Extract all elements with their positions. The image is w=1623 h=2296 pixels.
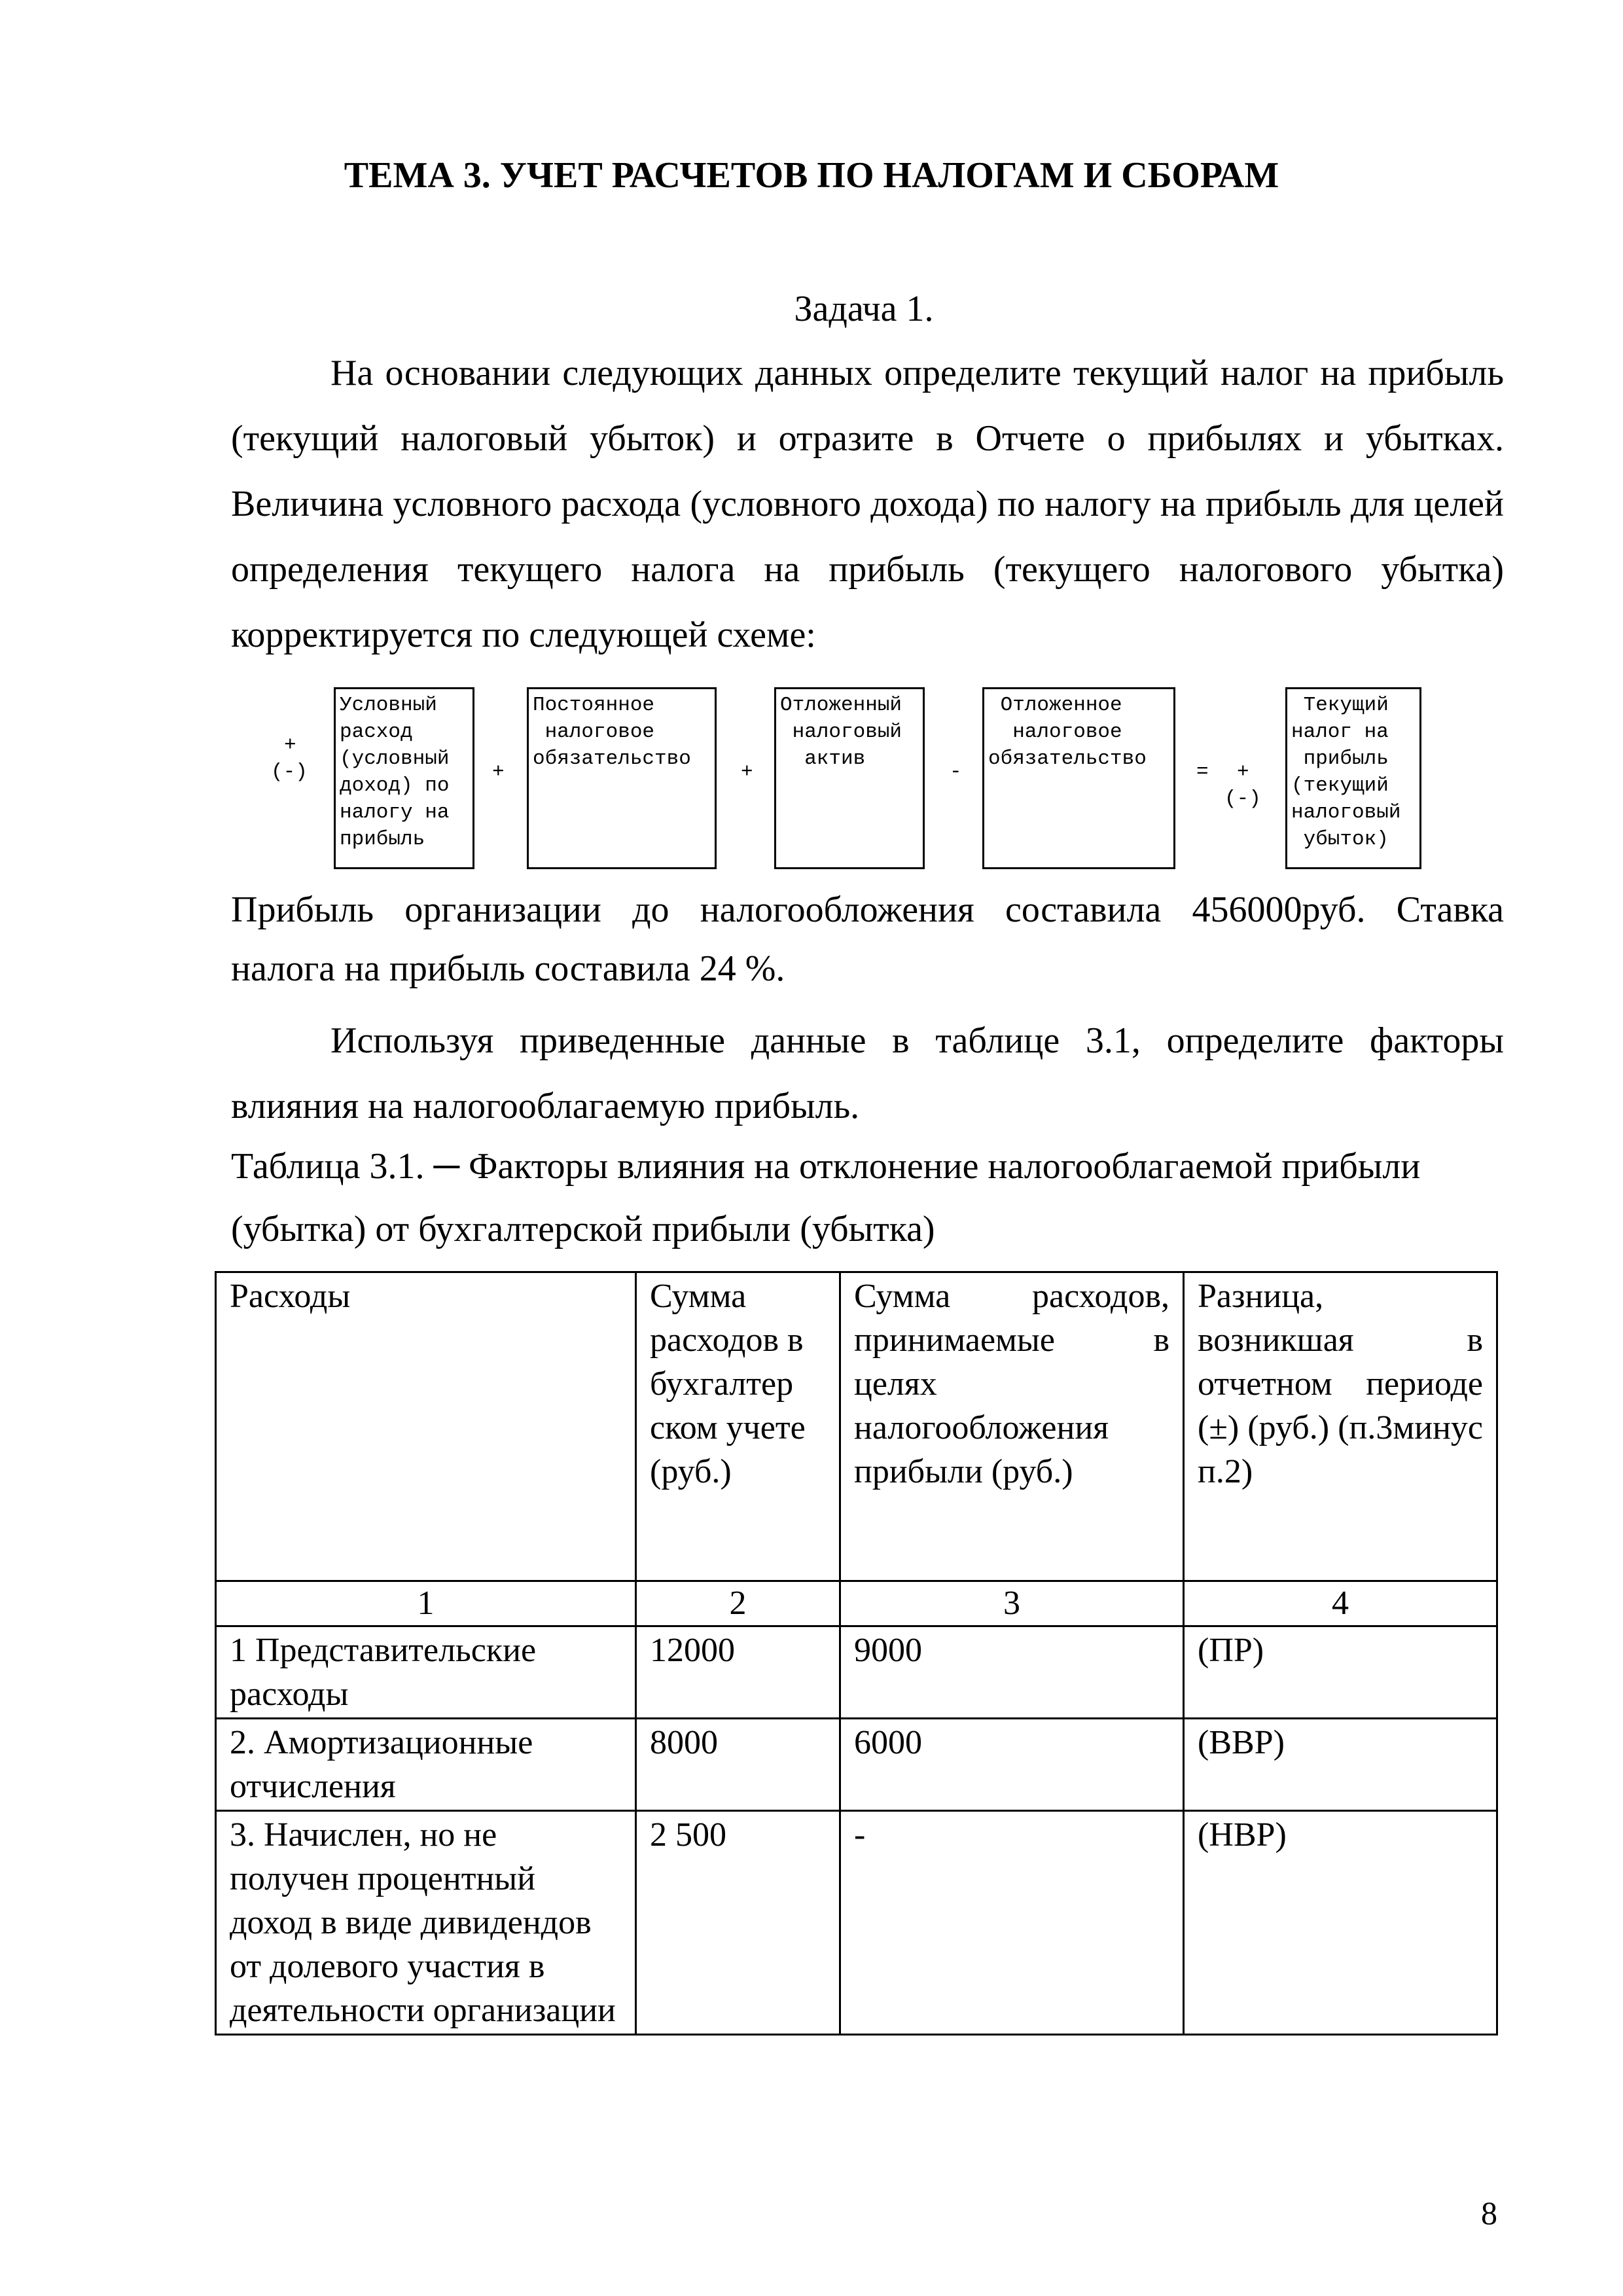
header-difference: Разница, возникшая в отчетном периоде (±) (руб.) (п.3минус п.2) xyxy=(1184,1272,1497,1581)
row-accounting-sum: 2 500 xyxy=(636,1811,840,2035)
intro-paragraph: На основании следующих данных определите текущий налог на прибыль (текущий налоговый убыток) и отразите в Отчете о прибылях и убытках. Величина условного расхода (условного дохода) по налогу на прибыль для целей определения текущего налога на прибыль (текущего налогового убытка) корректируется по следующей схеме: xyxy=(231,353,1504,655)
factors-paragraph: Используя приведенные данные в таблице 3.1, определите факторы влияния на налогооблагаемую прибыль. xyxy=(231,1020,1504,1126)
page-title: ТЕМА 3. УЧЕТ РАСЧЕТОВ ПО НАЛОГАМ И СБОРАМ xyxy=(344,155,1279,196)
scheme-box-conditional-expense: Условный расход (условный доход) по налогу на прибыль xyxy=(334,687,474,869)
row-difference: (ВВР) xyxy=(1184,1719,1497,1811)
scheme-op-equals: = xyxy=(1196,761,1209,783)
header-tax-sum: Сумма расходов, принимаемые в целях налогообложения прибыли (руб.) xyxy=(840,1272,1184,1581)
calculation-scheme xyxy=(0,687,1623,884)
scheme-op-plus-2: + xyxy=(741,761,753,783)
scheme-result-sign-plus: + xyxy=(1237,761,1249,783)
scheme-box-permanent-liability: Постоянное налоговое обязательство xyxy=(527,687,717,869)
row-expense-name: 1 Представительские расходы xyxy=(216,1626,636,1719)
task-label: Задача 1. xyxy=(794,289,934,329)
column-number: 3 xyxy=(840,1581,1184,1626)
scheme-box-current-tax: Текущий налог на прибыль (текущий налоговый убыток) xyxy=(1285,687,1421,869)
table-header-row xyxy=(216,1272,1497,1581)
profit-line-2: налога на прибыль составила 24 %. xyxy=(231,948,785,989)
scheme-result-sign-minus: (-) xyxy=(1224,787,1261,810)
table-row xyxy=(216,1719,1497,1811)
table-row xyxy=(216,1626,1497,1719)
table-caption-line-1: Таблица 3.1. ─ Факторы влияния на отклонение налогооблагаемой прибыли xyxy=(231,1146,1421,1187)
column-number: 1 xyxy=(216,1581,636,1626)
table-caption-line-2: (убытка) от бухгалтерской прибыли (убытка) xyxy=(231,1209,935,1249)
scheme-sign-plus: + xyxy=(284,734,296,757)
scheme-box-deferred-asset: Отложенный налоговый актив xyxy=(774,687,925,869)
scheme-op-plus-1: + xyxy=(492,761,505,783)
factors-table xyxy=(215,1271,1498,2036)
row-expense-name: 3. Начислен, но не получен процентный доход в виде дивидендов от долевого участия в деятельности организации xyxy=(216,1811,636,2035)
scheme-sign-minus: (-) xyxy=(271,761,308,783)
row-difference: (ПР) xyxy=(1184,1626,1497,1719)
table-column-numbers-row xyxy=(216,1581,1497,1626)
scheme-box-deferred-liability: Отложенное налоговое обязательство xyxy=(982,687,1175,869)
profit-line-1: Прибыль организации до налогообложения составила 456000руб. Ставка xyxy=(231,889,1504,930)
row-accounting-sum: 8000 xyxy=(636,1719,840,1811)
scheme-op-minus: - xyxy=(950,761,962,783)
column-number: 2 xyxy=(636,1581,840,1626)
row-expense-name: 2. Амортизационные отчисления xyxy=(216,1719,636,1811)
header-expenses: Расходы xyxy=(216,1272,636,1581)
page-number: 8 xyxy=(1481,2195,1497,2231)
column-number: 4 xyxy=(1184,1581,1497,1626)
table-row xyxy=(216,1811,1497,2035)
header-accounting-sum: Сумма расходов в бухгалтер ском учете (руб.) xyxy=(636,1272,840,1581)
row-accounting-sum: 12000 xyxy=(636,1626,840,1719)
row-difference: (НВР) xyxy=(1184,1811,1497,2035)
row-tax-sum: 9000 xyxy=(840,1626,1184,1719)
row-tax-sum: 6000 xyxy=(840,1719,1184,1811)
row-tax-sum: - xyxy=(840,1811,1184,2035)
